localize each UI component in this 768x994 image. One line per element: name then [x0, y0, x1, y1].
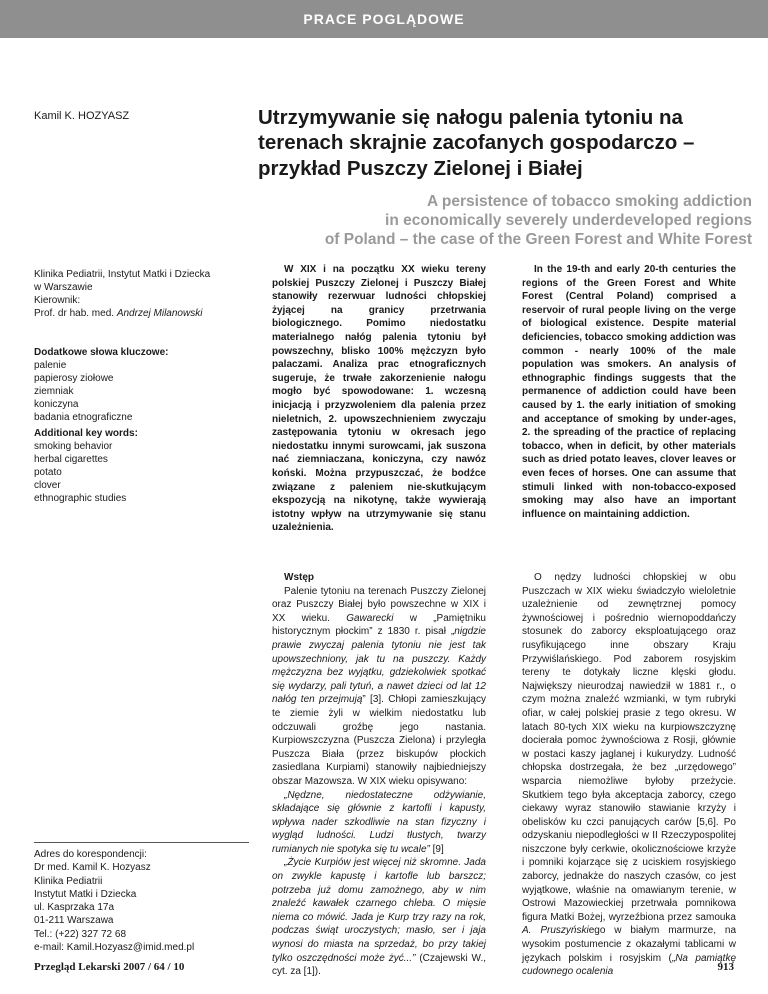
keyword-item: badania etnograficzne [34, 412, 133, 423]
affiliation-head [34, 307, 249, 320]
text-run: w „Pamiętniku historycznym płockim” z 1830 r. pisał „ [272, 612, 486, 638]
correspondence-phone: Tel.: (+22) 327 72 68 [34, 928, 127, 940]
keywords-polish [34, 346, 249, 424]
affiliation-city: w Warszawie [34, 282, 93, 293]
body-paragraph [522, 571, 736, 979]
keyword-item: palenie [34, 360, 67, 371]
body-paragraph [272, 585, 486, 789]
cited-name: A. Pruszyński [522, 925, 589, 937]
keyword-item: herbal cigarettes [34, 454, 108, 465]
correspondence-city: 01-211 Warszawa [34, 915, 114, 927]
subtitle-line: A persistence of tobacco smoking addiction [427, 193, 752, 210]
quotation: nigdzie prawie zwyczaj palenia tytoniu nie jest tak upowszechniony, jak tu na puszczy. Każdy mężczyzna bez wyjątku, gdziekolwiek spotkać się wydarzy, pali tytuń, a nawet dzieci od lat 12 nałóg ten przejmują [272, 626, 486, 706]
correspondence-divider [34, 842, 249, 843]
body-paragraph [272, 856, 486, 978]
text-run: Palenie tytoniu na terenach Puszczy Zielonej oraz Puszczy Białej było powszechne w XIX i XX wieku. [272, 585, 486, 624]
section-label: PRACE POGLĄDOWE [303, 11, 465, 27]
affiliation-institute: Klinika Pediatrii, Instytut Matki i Dziecka [34, 269, 211, 280]
keyword-item: smoking behavior [34, 441, 113, 452]
text-run: ” [3]. Chłopi zamieszkujący te ziemie żyli w wielkim niedostatku lub odczuwali groźbę jego nastania. Kurpiowszczyzna (Puszcza Zielona) i przyległa Puszcza Biała (przez biskupów płockich zasiedlana Kurpiami) stanowiły najbiedniejszy obszar Mazowsza. W XIX wieku opisywano: [272, 694, 486, 787]
correspondence-street: ul. Kasprzaka 17a [34, 902, 115, 914]
body-column-middle [272, 571, 486, 979]
page-number: 913 [717, 961, 734, 973]
reference: (Czajewski W., cyt. za [1]). [272, 952, 487, 978]
correspondence-institute: Instytut Matki i Dziecka [34, 888, 137, 900]
author-name: Kamil K. HOZYASZ [34, 110, 130, 122]
keywords-heading: Additional key words: [34, 428, 138, 439]
body-paragraph [272, 789, 486, 857]
text-run: ego w białym marmurze, na wysokim postumencie z okazałymi tablicami w językach polskim i rosyjskim („ [522, 925, 737, 964]
subtitle-line: in economically severely underdeveloped regions [385, 211, 752, 229]
cited-author: Gawarecki [346, 612, 394, 624]
keyword-item: clover [34, 480, 61, 491]
keyword-item: potato [34, 467, 62, 478]
keyword-item: ethnographic studies [34, 493, 127, 504]
correspondence-name: Dr med. Kamil K. Hozyasz [34, 862, 151, 874]
correspondence-address [34, 848, 249, 954]
text-run: O nędzy ludności chłopskiej w obu Puszczach w XIX wieku świadczyło wieloletnie uzależnienie od zewnętrznej pomocy żywnościowej i pośrednio wiernopoddańczy stosunek do zaborcy eksploatującego oraz rusyfikującego inne obszary Kraju Przywiślańskiego. Pod zaborem rosyjskim tereny te dotykały liczne klęski głodu. Największy nieurodzaj nawiedził w 1881 r., o czym można znaleźć wzmianki, w tym rubryki ofiar, w całej polskiej prasie z tego okresu. W latach 80-tych XIX wieku na kurpiowszczyznę docierała pomoc żywnościowa z Rosji, głównie w postaci kaszy jaglanej i kukurydzy. Ludność chłopska dostrzegała, że bez „urzędowego” wsparcia niemożliwe byłoby przeżycie. Skutkiem tego była akceptacja zaborcy, czego ciekawy wyraz stanowiło stawianie krzyży i obelisków ku czci panujących carów [5,6]. Po odzyskaniu niepodległości w II Rzeczypospolitej niszczone były cerkwie, okolicznościowe krzyże i pomniki kojarzące się z uciskiem rosyjskiego zaborcy, jednakże do naszych czasów, co jest wyjątkowe, właśnie na omawianym terenie, w Ostrowi Mazowieckiej przetrwała pomnikowa figura Matki Bożej, wyrzeźbiona przez samouka [522, 572, 736, 923]
section-banner [0, 0, 768, 38]
head-name: Andrzej Milanowski [116, 308, 203, 319]
reference: [9] [429, 843, 444, 855]
correspondence-label: Adres do korespondencji: [34, 849, 147, 860]
quotation: „Życie Kurpiów jest więcej niż skromne. Jada on zwykle kapustę i kartofle lub barszcz; potrzeba już domu zamożnego, aby w nim znaleźć kawałek czarnego chleba. O mięsie niema co mówić. Jada je Kurp trzy razy na rok, podczas świąt uroczystych; masło, ser i jaja wynosi do miasta na sprzedaż, bo przy takiej tylko oszczędności może żyć...” [272, 857, 486, 964]
keywords-english [34, 427, 249, 505]
keyword-item: ziemniak [34, 386, 74, 397]
correspondence-email: e-mail: Kamil.Hozyasz@imid.med.pl [34, 942, 195, 954]
abstract-polish: W XIX i na początku XX wieku tereny polskiej Puszczy Zielonej i Puszczy Białej stanowiły rezerwuar ludności chłopskiej żyjącej na granicy przetrwania biologicznego. Pomimo niedostatku materialnego nałóg palenia tytoniu był powszechny, blisko 100% mężczyzn było palaczami. Analiza prac etnograficznych sugeruje, że trwałe zakorzenienie nałogu mogło być spowodowane: 1. wczesną inicjacją i przyzwoleniem dla palenia przez nieletnich, 2. upowszechnieniem zwyczaju zastępowania tytoniu w okresach jego niedostatku innymi surowcami, jak suszona nać ziemniaczana, koniczyna, czy nawóz koński. Można przypuszczać, że bodźce związane z paleniem nie-skutkującym ekspozycją na nikotynę, także wywierają istotny wpływ na utrzymywanie się stanu uzależnienia. [272, 264, 486, 534]
affiliation-head-label: Kierownik: [34, 295, 81, 306]
head-title: Prof. dr hab. med. [34, 308, 115, 319]
keyword-item: koniczyna [34, 399, 79, 410]
journal-footer: Przegląd Lekarski 2007 / 64 / 10 [34, 961, 185, 973]
subtitle-line: of Poland – the case of the Green Forest and White Forest [324, 230, 752, 248]
quotation: Na pamiątkę cudownego ocalenia [522, 952, 737, 978]
article-subtitle-en [282, 193, 752, 250]
article-title: Utrzymywanie się nałogu palenia tytoniu na terenach skrajnie zacofanych gospodarczo – przykład Puszczy Zielonej i Białej [258, 106, 695, 180]
abstract-english: In the 19-th and early 20-th centuries the regions of the Green Forest and White Forest (Central Poland) comprised a reservoir of rural people living on the verge of biological existence. Despite material deficiencies, tobacco smoking addiction was common - nearly 100% of the male population was smokers. An analysis of ethnographic findings suggests that the permanence of addiction could have been caused by 1. the early initiation of smoking and acceptance of smoking by under-ages, 2. the spreading of the practice of replacing tobacco, when in deficit, by other materials such as dried potato leaves, clover leaves or even feces of horses. One can assume that stimuli linked with non-tobacco-exposed smoking may also have an important influence on maintaining addiction. [522, 264, 736, 520]
affiliation [34, 268, 249, 320]
keywords-heading: Dodatkowe słowa kluczowe: [34, 347, 169, 358]
body-column-right [522, 571, 736, 979]
quotation: „Nędzne, niedostateczne odżywianie, składające się głównie z kartofli i kapusty, wpływa nader szkodliwie na stan fizyczny i wygląd ludności. Ludzi tłustych, twarzy rumianych nie spotyka się tu wcale” [272, 789, 486, 855]
keyword-item: papierosy ziołowe [34, 373, 114, 384]
section-heading: Wstęp [284, 572, 314, 583]
correspondence-dept: Klinika Pediatrii [34, 875, 103, 887]
